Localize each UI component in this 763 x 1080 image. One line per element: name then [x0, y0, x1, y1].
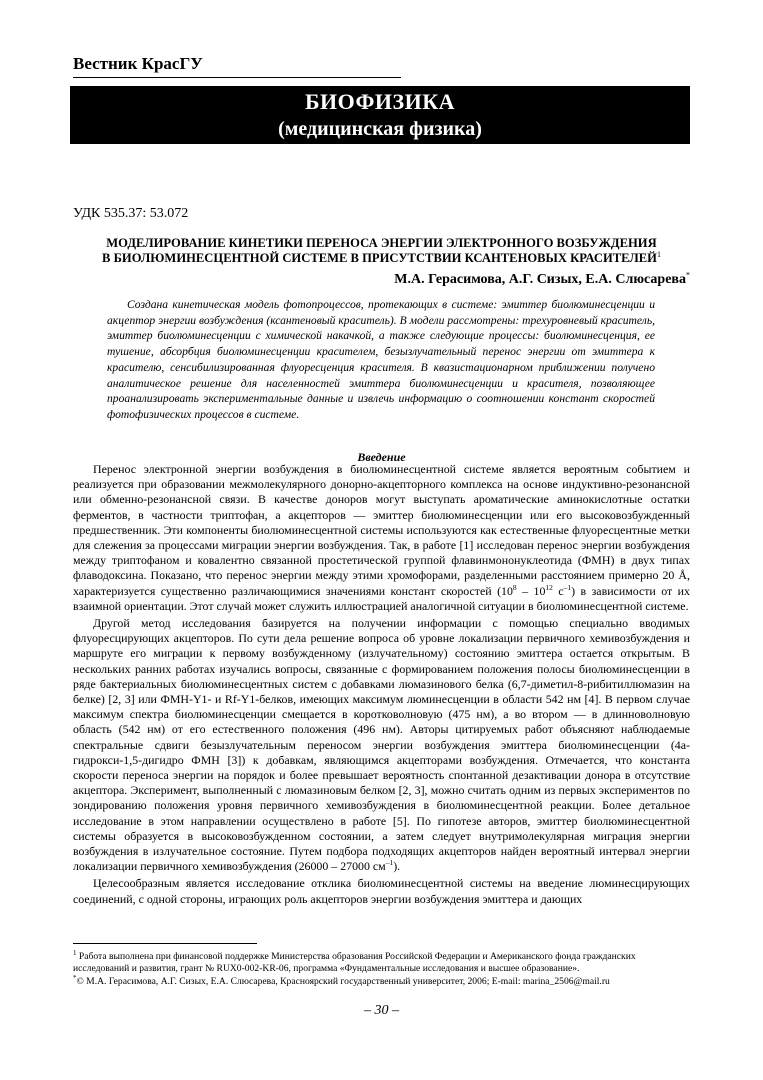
footnotes	[73, 948, 690, 988]
footnote-1	[73, 948, 690, 975]
udc-code: УДК 535.37: 53.072	[73, 206, 189, 221]
title-footnote-mark: 1	[656, 249, 661, 259]
journal-title: Вестник КрасГУ	[73, 54, 203, 73]
article-body	[73, 462, 690, 909]
paragraph-1-text-b: – 10	[516, 583, 546, 598]
paragraph-2	[73, 616, 690, 874]
journal-rule	[73, 77, 401, 78]
author-names: М.А. Герасимова, А.Г. Сизых, Е.А. Слюсарева	[394, 272, 686, 287]
authors-footnote-mark: *	[686, 270, 690, 280]
abstract: Создана кинетическая модель фотопроцессов, протекающих в системе: эмиттер биолюминесценции и акцептор энергии возбуждения (ксантеновый краситель). В модели рассмотрены: трехуровневый краситель, эмиттер биолюминесценции с химической накачкой, а также следующие процессы: биолюминесценция, ее тушение, абсорбция биолюминесценции красителем, безызлучательный перенос энергии от эмиттера к красителю, сенсибилизированная флуоресценция красителя. В квазистационарном приближении получено аналитическое решение для населенностей эмиттера биолюминесценции и красителя, позволяющее проанализировать экспериментальные данные и извлечь информацию о соотношении констант скоростей фотофизических процессов в системе.	[107, 298, 655, 421]
footnote-2-mark: *	[73, 973, 77, 982]
paragraph-1-text-c: с	[552, 583, 564, 598]
exponent: 8	[512, 582, 517, 592]
footnote-1-text: Работа выполнена при финансовой поддержке Министерства образования Российской Федерации и Американского фонда гражданских исследований и развития, грант № RUX0-002-KR-06, программа «Фундаментальные исследования и высшее образование».	[73, 951, 636, 974]
paragraph-1-text-a: Перенос электронной энергии возбуждения в биолюминесцентной системе является вероятным событием и реализуется при образовании межмолекулярного донорно-акцепторного комплекса на основе индуктивно-резонансной или обменно-резонансной связи. В качестве доноров могут выступать ароматические аминокислотные остатки ферментов, в частности триптофан, а акцепторов — эмиттер биолюминесценции или его высоковозбужденный предшественник. Эти компоненты биолюминесцентной системы используются как естественные флуоресцентные метки для слежения за процессами миграции энергии возбуждения. Так, в работе [1] исследован перенос энергии возбуждения между триптофаном и ковалентно связанной простетической группой флавинмононуклеотида (ФМН) в двух типах флаводоксина. Показано, что перенос энергии между этими хромофорами, разделенными расстоянием примерно 20 Å, характеризуется существенно различающимися значениями констант скоростей (10	[73, 462, 690, 598]
footnote-2	[73, 973, 690, 988]
paragraph-2-text-b: ).	[393, 859, 401, 874]
paragraph-3: Целесообразным является исследование отклика биолюминесцентной системы на введение люминесцирующих соединений, с одной стороны, играющих роль акцепторов энергии возбуждения эмиттера и дающих	[73, 876, 690, 906]
article-title-line-2-text: В БИОЛЮМИНЕСЦЕНТНОЙ СИСТЕМЕ В ПРИСУТСТВИИ КСАНТЕНОВЫХ КРАСИТЕЛЕЙ	[102, 251, 657, 265]
paragraph-1-text-d: ) в зависимости от их взаимной ориентации. Этот случай может служить иллюстрацией аналогичной ситуации в биолюминесцентной системе.	[73, 583, 690, 613]
exponent: –1	[385, 858, 394, 868]
paragraph-2-text-a: Другой метод исследования базируется на получении информации с помощью специально вводимых флуоресцирующих акцепторов. По сути дела решение вопроса об уровне локализации первичного хемивозбуждения и маршруте его миграции к первому возбужденному (излучательному) состоянию эмиттера остается открытым. В нескольких ранних работах изучались вопросы, связанные с формированием положения полосы биолюминесценции в ряде бактериальных биолюминесцентных систем с добавками люмазинового белка (6,7-диметил-8-рибитиллюмазин на белке) [2, 3] или ФМН-Y1- и Rf-Y1-белков, имеющих максимум люминесценции в области 542 нм [4]. В первом случае максимум спектра биолюминесценции смещается в коротковолновую (475 нм), а во втором — в длинноволновую область (542 нм) от его естественного положения (496 нм). Авторы цитируемых работ объясняют наблюдаемые спектральные сдвиги безызлучательным переносом энергии возбуждения эмиттера биолюминесценции (4а-гидрокси-1,5-дигидро ФМН [3]) к добавкам, являющимся акцепторами возбуждения. Отмечается, что константа скорости переноса энергии на порядок и более превышает вероятность спонтанной дезактивации донора в отсутствие акцептора. Эксперимент, выполненный с люмазиновым белком [2, 3], можно считать одним из первых экспериментов по зондированию положения уровня первичного хемивозбуждения в биолюминесцентной реакции. Более детальное исследование в этом направлении осуществлено в работе [5]. По гипотезе авторов, эмиттер биолюминесцентной системы образуется в высоковозбужденном состоянии, а затем следует внутримолекулярная миграция энергии возбуждения в излучательное состояние. Путем подбора подходящих акцепторов найден вероятный интервал энергии локализации первичного хемивозбуждения (26000 – 27000 см	[73, 616, 690, 874]
article-title	[73, 236, 690, 266]
section-subtitle: (медицинская физика)	[278, 118, 482, 140]
footnote-rule	[73, 943, 257, 944]
footnote-2-text: © М.А. Герасимова, А.Г. Сизых, Е.А. Слюсарева, Красноярский государственный университет, 2006; E-mail: marina_2506@mail.ru	[76, 975, 610, 987]
authors	[394, 272, 690, 288]
exponent: –1	[563, 582, 572, 592]
exponent: 12	[545, 582, 553, 592]
section-heading: Введение	[357, 450, 406, 464]
footnote-1-mark: 1	[73, 948, 77, 957]
section-title: БИОФИЗИКА	[304, 89, 456, 114]
paragraph-1	[73, 462, 690, 614]
article-title-line-1: МОДЕЛИРОВАНИЕ КИНЕТИКИ ПЕРЕНОСА ЭНЕРГИИ ЭЛЕКТРОННОГО ВОЗБУЖДЕНИЯ	[106, 236, 657, 250]
page-number: – 30 –	[364, 1003, 399, 1018]
section-banner	[70, 86, 690, 144]
article-title-line-2	[73, 251, 690, 266]
